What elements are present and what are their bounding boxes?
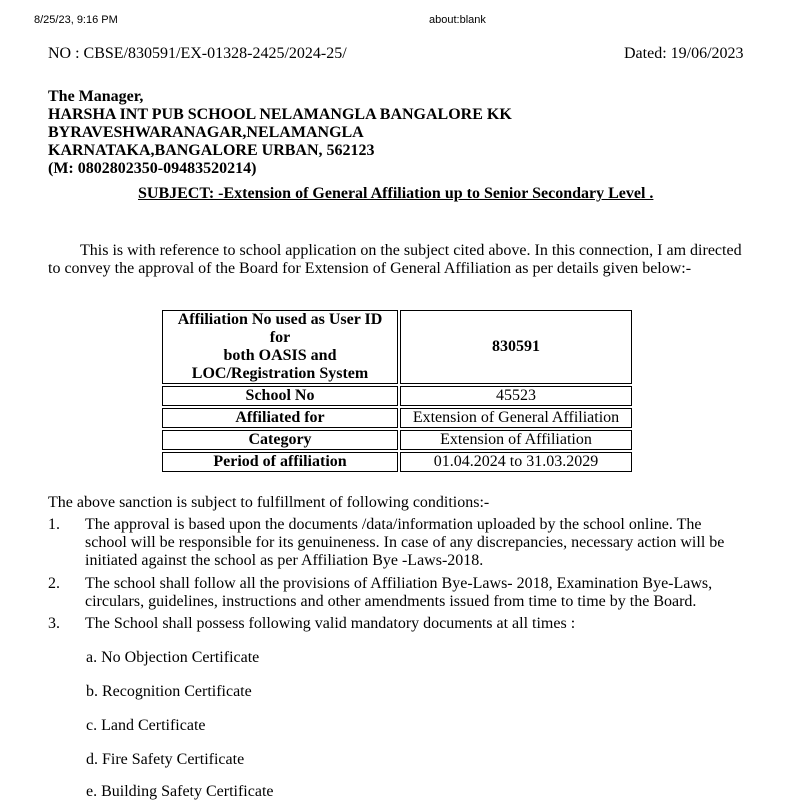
- document-item: d. Fire Safety Certificate: [86, 751, 245, 768]
- document-item: e. Building Safety Certificate: [86, 783, 274, 800]
- table-value: 45523: [400, 386, 632, 406]
- intro-line: to convey the approval of the Board for Extension of General Affiliation as per details given below:-: [48, 260, 692, 277]
- table-key-line: both OASIS and: [223, 347, 337, 364]
- table-key-line: Affiliation No used as User ID for: [177, 311, 383, 346]
- table-value: Extension of Affiliation: [400, 430, 632, 450]
- document-item: b. Recognition Certificate: [86, 683, 252, 700]
- recipient-address: [48, 88, 512, 178]
- condition-text: [85, 575, 712, 611]
- address-line: KARNATAKA,BANGALORE URBAN, 562123: [48, 142, 375, 159]
- table-row: [162, 430, 632, 450]
- letter-date: Dated: 19/06/2023: [624, 45, 744, 62]
- table-row: [162, 408, 632, 428]
- table-key: School No: [162, 386, 398, 406]
- condition-line: initiated against the school as per Affiliation Bye -Laws-2018.: [85, 552, 484, 569]
- condition-number: 3.: [48, 615, 60, 632]
- letter-subject: SUBJECT: -Extension of General Affiliation up to Senior Secondary Level .: [138, 185, 654, 202]
- condition-line: circulars, guidelines, instructions and other amendments issued from time to time by the Board.: [85, 593, 697, 610]
- address-line: HARSHA INT PUB SCHOOL NELAMANGLA BANGALORE KK: [48, 106, 512, 123]
- table-value: 830591: [400, 310, 632, 384]
- intro-paragraph: [48, 242, 748, 278]
- reference-number: NO : CBSE/830591/EX-01328-2425/2024-25/: [48, 45, 347, 62]
- condition-line: The approval is based upon the documents /data/information uploaded by the school online. The: [85, 516, 702, 533]
- address-line: The Manager,: [48, 88, 144, 105]
- document-item: c. Land Certificate: [86, 717, 206, 734]
- table-key: Category: [162, 430, 398, 450]
- condition-number: 1.: [48, 516, 60, 533]
- condition-line: The School shall possess following valid mandatory documents at all times :: [85, 615, 576, 632]
- table-row: [162, 310, 632, 384]
- condition-text: [85, 516, 724, 570]
- affiliation-table: [160, 308, 634, 474]
- print-datetime: 8/25/23, 9:16 PM: [34, 14, 118, 26]
- condition-line: school will be responsible for its genuineness. In case of any discrepancies, necessary action will be: [85, 534, 725, 551]
- condition-line: The school shall follow all the provisions of Affiliation Bye-Laws- 2018, Examination Bye-Laws,: [85, 575, 713, 592]
- condition-number: 2.: [48, 575, 60, 592]
- condition-text: [85, 615, 575, 633]
- table-row: [162, 386, 632, 406]
- print-url: about:blank: [429, 14, 486, 26]
- document-item: a. No Objection Certificate: [86, 649, 260, 666]
- table-key-line: LOC/Registration System: [191, 365, 369, 382]
- table-value: Extension of General Affiliation: [400, 408, 632, 428]
- table-key: Period of affiliation: [162, 452, 398, 472]
- table-row: [162, 452, 632, 472]
- conditions-intro: The above sanction is subject to fulfillment of following conditions:-: [48, 494, 490, 511]
- table-key: Affiliated for: [162, 408, 398, 428]
- address-line: (M: 0802802350-09483520214): [48, 160, 257, 177]
- table-value: 01.04.2024 to 31.03.2029: [400, 452, 632, 472]
- table-key: [162, 310, 398, 384]
- intro-line: This is with reference to school application on the subject cited above. In this connection, I am directed: [80, 242, 742, 259]
- address-line: BYRAVESHWARANAGAR,NELAMANGLA: [48, 124, 364, 141]
